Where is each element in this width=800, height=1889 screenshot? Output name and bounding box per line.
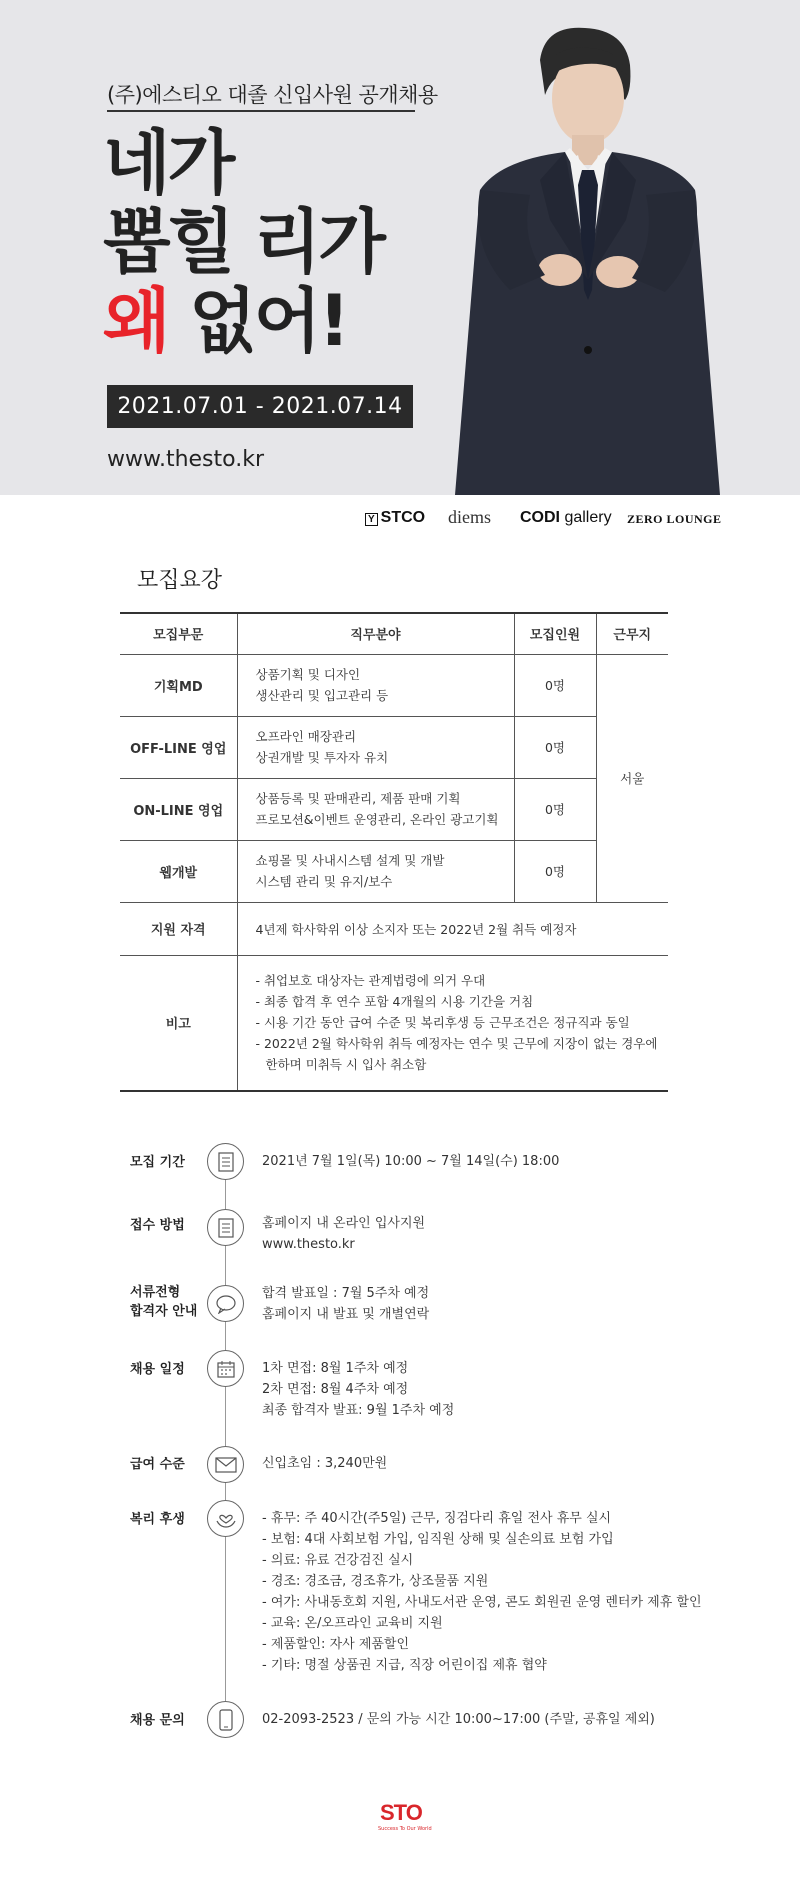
recruit-subtitle: (주)에스티오 대졸 신입사원 공개채용 [107,83,438,107]
dept-cell: OFF-LINE 영업 [120,716,237,778]
recruit-table [120,612,668,1092]
col-header-location: 근무지 [596,613,668,654]
timeline-text: 2021년 7월 1일(목) 10:00 ~ 7월 14일(수) 18:00 [262,1154,560,1169]
duty-cell: 쇼핑몰 및 사내시스템 설계 및 개발 시스템 관리 및 유지/보수 [237,840,514,902]
section-title: 모집요강 [137,568,223,593]
col-header-dept: 모집부문 [120,613,237,654]
subtitle-underline [107,110,415,112]
hand-heart-icon [207,1500,244,1537]
timeline-label: 모집 기간 [130,1155,185,1170]
headline-line-3 [103,282,383,361]
col-header-duty: 직무분야 [237,613,514,654]
timeline-text: - 휴무: 주 40시간(주5일) 근무, 징검다리 휴일 전사 휴무 실시 - 보험: 4대 사회보험 가입, 임직원 상해 및 실손의료 보험 가입 - 의료: 유료 건강검진 실시 - 경조: 경조금, 경조휴가, 상조물품 지원 - 여가: 사내동호회 지원, 사내도서관 운영, 콘도 회원권 운영 렌터카 제휴 할인 - 교육: 온/오프라인 교육비 지원 - 제품할인: 자사 제품할인 - 기타: 명절 상품권 지급, 직장 어린이집 제휴 협약 [262,1511,702,1673]
brand-diems: diems [448,507,491,527]
envelope-icon [207,1446,244,1483]
headline-line-1: 네가 [103,122,233,204]
period-badge: 2021.07.01 - 2021.07.14 [107,385,413,428]
sto-tagline: Success To Our World [378,1826,432,1832]
table-row [120,716,668,778]
count-cell: 0명 [514,840,596,902]
location-cell: 서울 [596,654,668,902]
brand-zero-lounge: ZERO LOUNGE [627,512,722,526]
headline [103,124,383,361]
count-cell: 0명 [514,778,596,840]
count-cell: 0명 [514,716,596,778]
brand-stco: Y STCO [365,509,425,527]
hero-banner [0,0,800,495]
qualification-label: 지원 자격 [120,902,237,955]
chat-icon [207,1285,244,1322]
qualification-text: 4년제 학사학위 이상 소지자 또는 2022년 2월 취득 예정자 [237,902,668,955]
notes-text: - 취업보호 대상자는 관계법령에 의거 우대 - 최종 합격 후 연수 포함 4개월의 시용 기간을 거침 - 시용 기간 동안 급여 수준 및 복리후생 등 근무조건은 정규직과 동일 - 2022년 2월 학사학위 취득 예정자는 연수 및 근무에 지장이 없는 경우에 한하며 미취득 시 입사 취소함 [237,955,668,1091]
document-icon [207,1143,244,1180]
notes-row [120,955,668,1091]
calendar-icon [207,1350,244,1387]
timeline-label: 채용 문의 [130,1713,185,1728]
timeline-text: 1차 면접: 8월 1주차 예정 2차 면접: 8월 4주차 예정 최종 합격자 발표: 9월 1주차 예정 [262,1361,455,1418]
timeline-label: 채용 일정 [130,1362,185,1377]
timeline-label: 서류전형 합격자 안내 [130,1285,198,1319]
headline-rest: 없어! [167,280,348,362]
duty-cell: 오프라인 매장관리 상권개발 및 투자자 유치 [237,716,514,778]
table-header-row [120,613,668,654]
brand-codi-gallery: CODI gallery [520,509,612,526]
timeline-text: 합격 발표일 : 7월 5주차 예정 홈페이지 내 발표 및 개별연락 [262,1286,430,1322]
timeline-text: 홈페이지 내 온라인 입사지원 www.thesto.kr [262,1216,426,1252]
model-photo [420,20,750,495]
headline-red-word: 왜 [103,280,168,362]
table-row [120,840,668,902]
dept-cell: 기획MD [120,654,237,716]
timeline-label: 접수 방법 [130,1218,185,1233]
qualification-row [120,902,668,955]
timeline-label: 급여 수준 [130,1457,185,1472]
timeline-text[interactable]: 02-2093-2523 / 문의 가능 시간 10:00~17:00 (주말, 공휴일 제외) [262,1712,655,1727]
headline-line-2: 뽑힐 리가 [103,201,383,283]
table-row [120,654,668,716]
count-cell: 0명 [514,654,596,716]
phone-icon [207,1701,244,1738]
col-header-count: 모집인원 [514,613,596,654]
dept-cell: ON-LINE 영업 [120,778,237,840]
dept-cell: 웹개발 [120,840,237,902]
duty-cell: 상품기획 및 디자인 생산관리 및 입고관리 등 [237,654,514,716]
document-icon [207,1209,244,1246]
sto-logo: STO [380,1800,422,1825]
timeline-text: 신입초임 : 3,240만원 [262,1456,388,1471]
duty-cell: 상품등록 및 판매관리, 제품 판매 기획 프로모션&이벤트 운영관리, 온라인 광고기획 [237,778,514,840]
notes-label: 비고 [120,955,237,1091]
table-row [120,778,668,840]
hero-url[interactable]: www.thesto.kr [107,447,264,472]
timeline-label: 복리 후생 [130,1512,185,1527]
